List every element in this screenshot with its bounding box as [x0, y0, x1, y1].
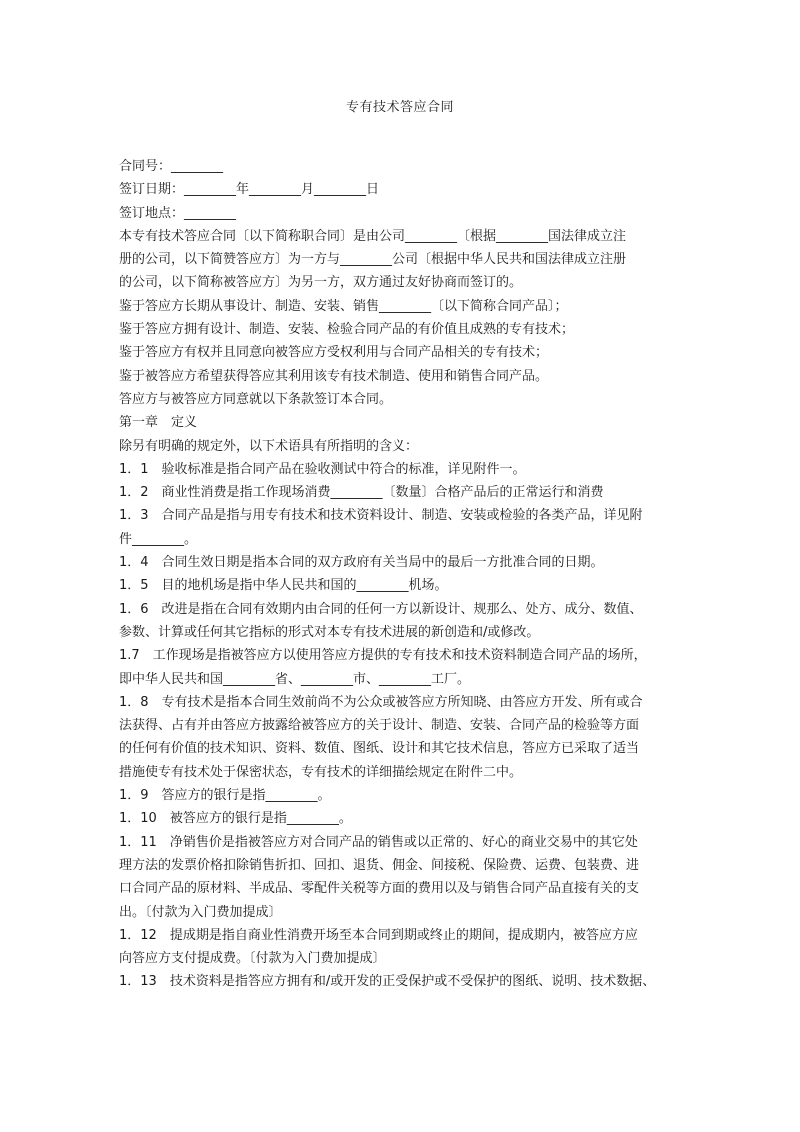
- text-line: 1．9 答应方的银行是指________。: [119, 788, 331, 804]
- text-line: 鉴于答应方长期从事设计、制造、安装、销售________〔以下简称合同产品〕；: [119, 298, 568, 314]
- document-title: 专有技术答应合同: [345, 100, 454, 115]
- text-line: 向答应方支付提成费。〔付款为入门费加提成〕: [119, 951, 386, 967]
- text-line: 除另有明确的规定外，以下术语具有所指明的含义：: [119, 438, 419, 454]
- text-line: 1.7 工作现场是指被答应方以使用答应方提供的专有技术和技术资料制造合同产品的场所，: [119, 648, 647, 664]
- text-line: 合同号：________: [119, 159, 224, 174]
- document-body: [119, 155, 689, 994]
- text-line: 法获得、占有并由答应方披露给被答应方的关于设计、制造、安装、合同产品的检验等方面: [119, 718, 640, 734]
- text-line: 第一章 定义: [119, 415, 198, 431]
- text-line: 1．1 验收标准是指合同产品在验收测试中符合的标准，详见附件一。: [119, 461, 526, 477]
- text-line: 件________。: [119, 531, 198, 547]
- text-line: 鉴于答应方拥有设计、制造、安装、检验合同产品的有价值且成熟的专有技术；: [119, 322, 575, 338]
- text-line: 1．13 技术资料是指答应方拥有和/或开发的正受保护或不受保护的图纸、说明、技术数据、: [119, 974, 656, 990]
- text-line: 1．8 专有技术是指本合同生效前尚不为公众或被答应方所知晓、由答应方开发、所有或合: [119, 694, 643, 710]
- text-line: 口合同产品的原材料、半成品、零配件关税等方面的费用以及与销售合同产品直接有关的支: [119, 881, 640, 897]
- text-line: 1．12 提成期是指自商业性消费开场至本合同到期或终止的期间，提成期内，被答应方应: [119, 927, 638, 943]
- text-line: 1．5 目的地机场是指中华人民共和国的________机场。: [119, 578, 448, 594]
- text-line: 出。〔付款为入门费加提成〕: [119, 904, 282, 920]
- text-line: 参数、计算或任何其它指标的形式对本专有技术进展的新创造和/或修改。: [119, 624, 540, 640]
- text-line: 理方法的发票价格扣除销售折扣、回扣、退货、佣金、间接税、保险费、运费、包装费、进: [119, 857, 640, 873]
- text-line: 的公司，以下简称被答应方〕为另一方，双方通过友好协商而签订的。: [119, 275, 523, 291]
- text-line: 鉴于答应方有权并且同意向被答应方受权利用与合同产品相关的专有技术；: [119, 345, 549, 361]
- text-line: 答应方与被答应方同意就以下条款签订本合同。: [119, 391, 393, 407]
- text-line: 的任何有价值的技术知识、资料、数值、图纸、设计和其它技术信息，答应方已采取了适当: [119, 741, 640, 757]
- text-line: 即中华人民共和国________省、________市、________工厂。: [119, 671, 471, 687]
- text-line: 措施使专有技术处于保密状态，专有技术的详细描绘规定在附件二中。: [119, 764, 523, 780]
- text-line: 本专有技术答应合同〔以下简称职合同〕是由公司________〔根据________国法律成立注: [119, 228, 627, 244]
- text-line: 1．11 净销售价是指被答应方对合同产品的销售或以正常的、好心的商业交易中的其它处: [119, 834, 638, 850]
- text-line: 1．2 商业性消费是指工作现场消费________〔数量〕合格产品后的正常运行和消费: [119, 485, 604, 501]
- text-line: 册的公司，以下简赞答应方〕为一方与________公司〔根据中华人民共和国法律成立注册: [119, 252, 627, 268]
- text-line: 鉴于被答应方希望获得答应其利用该专有技术制造、使用和销售合同产品。: [119, 368, 549, 384]
- text-line: 1．10 被答应方的银行是指________。: [119, 811, 352, 827]
- text-line: 签订地点：________: [119, 205, 237, 221]
- text-line: 1．6 改进是指在合同有效期内由合同的任何一方以新设计、规那么、处方、成分、数值、: [119, 601, 643, 617]
- text-line: 1．3 合同产品是指与用专有技术和技术资料设计、制造、安装或检验的各类产品，详见附: [119, 508, 643, 524]
- text-line: 签订日期：________年________月________日: [119, 182, 380, 198]
- text-line: 1．4 合同生效日期是指本合同的双方政府有关当局中的最后一方批准合同的日期。: [119, 555, 604, 571]
